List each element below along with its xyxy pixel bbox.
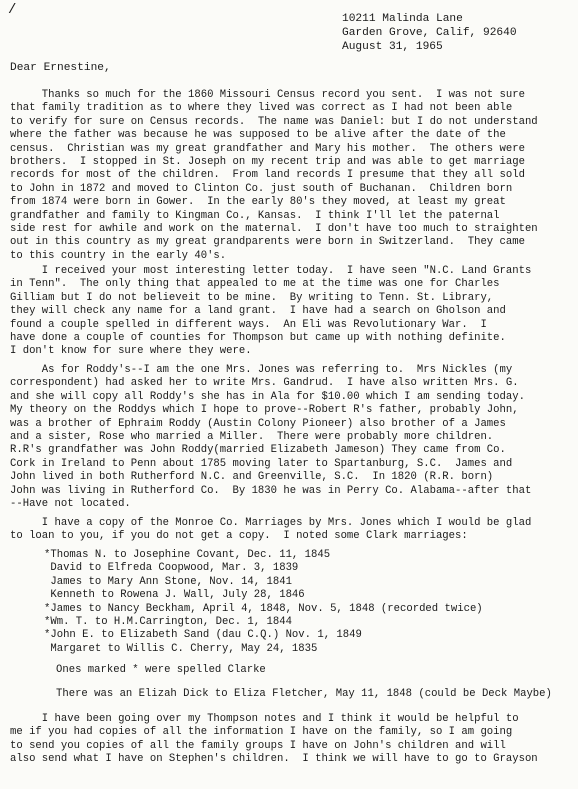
text-line: have done a couple of counties for Thompson but came up with nothing definite. [10, 332, 506, 345]
text-line: to this country in the early 40's. [10, 249, 227, 262]
list-item: Margaret to Willis C. Cherry, May 24, 1835 [44, 642, 318, 655]
text-line: found a couple spelled in different ways. An Eli was Revolutionary War. I [10, 318, 487, 331]
text-line: I received your most interesting letter today. I have seen "N.C. Land Grants [10, 265, 532, 277]
text-line: Thanks so much for the 1860 Missouri Census record you sent. I was not sure [10, 89, 525, 101]
text-line: they will check any name for a land grant. I have had a search on Gholson and [10, 305, 506, 318]
address-street: 10211 Malinda Lane [342, 13, 463, 25]
text-line: John lived in both Rutherford N.C. and Greenville, S.C. In 1820 (R.R. born) [10, 471, 494, 484]
letter-date: August 31, 1965 [342, 41, 443, 53]
list-item: *Wm. T. to H.M.Carrington, Dec. 1, 1844 [44, 616, 292, 629]
address-city: Garden Grove, Calif, 92640 [342, 27, 517, 39]
text-line: correspondent) had asked her to write Mrs. Gandrud. I have also written Mrs. G. [10, 377, 519, 390]
list-item: *James to Nancy Beckham, April 4, 1848, Nov. 5, 1848 (recorded twice) [44, 602, 483, 615]
text-line: I have been going over my Thompson notes and I think it would be helpful to [10, 713, 519, 725]
marriage-list [44, 549, 483, 656]
text-line: --Have not located. [10, 498, 131, 511]
text-line: I don't know for sure where they were. [10, 345, 252, 358]
sender-address [342, 12, 517, 54]
text-line: My theory on the Roddys which I hope to prove--Robert R's father, probably John, [10, 404, 519, 417]
paragraph-roddys [10, 364, 570, 511]
text-line: also send what I have on Stephen's children. I think we will have to go to Grayson [10, 753, 538, 766]
text-line: to send you copies of all the family groups I have on John's children and will [10, 739, 506, 752]
text-line: Gilliam but I do not believeit to be mine. By writing to Tenn. St. Library, [10, 291, 494, 304]
list-item: *Thomas N. to Josephine Covant, Dec. 11, 1845 [44, 549, 331, 561]
text-line: brothers. I stopped in St. Joseph on my recent trip and was able to get marriage [10, 156, 525, 169]
corner-mark: / [8, 2, 17, 18]
text-line: records for most of the children. From land records I presume that they all sold [10, 169, 525, 182]
text-line: was a brother of Ephraim Roddy (Austin Colony Pioneer) also brother of a James [10, 417, 506, 430]
salutation: Dear Ernestine, [10, 62, 111, 74]
text-line: to John in 1872 and moved to Clinton Co. just south of Buchanan. Children born [10, 182, 513, 195]
text-line: in Tenn". The only thing that appealed to me at the time was one for Charles [10, 278, 500, 291]
paragraph-land-grants [10, 265, 570, 359]
list-item: James to Mary Ann Stone, Nov. 14, 1841 [44, 575, 292, 588]
paragraph-thompson [10, 713, 570, 767]
list-item: Kenneth to Rowena J. Wall, July 28, 1846 [44, 589, 305, 602]
text-line: I have a copy of the Monroe Co. Marriages by Mrs. Jones which I would be glad [10, 517, 532, 529]
text-line: to verify for sure on Census records. The name was Daniel: but I do not understand [10, 115, 538, 128]
text-line: me if you had copies of all the information I have on the family, so I am going [10, 726, 513, 739]
paragraph-census [10, 89, 570, 263]
text-line: census. Christian was my great grandfather and Mary his mother. The others were [10, 142, 525, 155]
text-line: where the father was because he was supposed to be alive after the date of the [10, 129, 506, 142]
text-line: from 1874 were born in Gower. In the early 80's they moved, at least my great [10, 196, 506, 209]
text-line: John was living in Rutherford Co. By 1830 he was in Perry Co. Alabama--after that [10, 484, 532, 497]
list-item: David to Elfreda Coopwood, Mar. 3, 1839 [44, 562, 299, 575]
note-dick: There was an Elizah Dick to Eliza Fletcher, May 11, 1848 (could be Deck Maybe) [56, 688, 552, 700]
text-line: side rest for awhile and work on the maternal. I don't have too much to straighten [10, 223, 538, 236]
text-line: to loan to you, if you do not get a copy. I noted some Clark marriages: [10, 530, 468, 543]
text-line: out in this country as my great grandparents were born in Switzerland. They came [10, 236, 525, 249]
note-clarke: Ones marked * were spelled Clarke [56, 664, 266, 676]
text-line: that family tradition as to where they lived was correct as I had not been able [10, 102, 513, 115]
list-item: *John E. to Elizabeth Sand (dau C.Q.) Nov. 1, 1849 [44, 629, 362, 642]
text-line: R.R's grandfather was John Roddy(married Elizabeth Jameson) They came from Co. [10, 444, 506, 457]
paragraph-monroe [10, 517, 570, 544]
text-line: As for Roddy's--I am the one Mrs. Jones was referring to. Mrs Nickles (my [10, 364, 513, 376]
text-line: Cork in Ireland to Penn about 1785 moving later to Spartanburg, S.C. James and [10, 457, 513, 470]
text-line: grandfather and family to Kingman Co., Kansas. I think I'll let the paternal [10, 209, 500, 222]
text-line: and she will copy all Roddy's she has in Ala for $10.00 which I am sending today. [10, 390, 525, 403]
text-line: and a sister, Rose who married a Miller. There were probably more children. [10, 431, 494, 444]
